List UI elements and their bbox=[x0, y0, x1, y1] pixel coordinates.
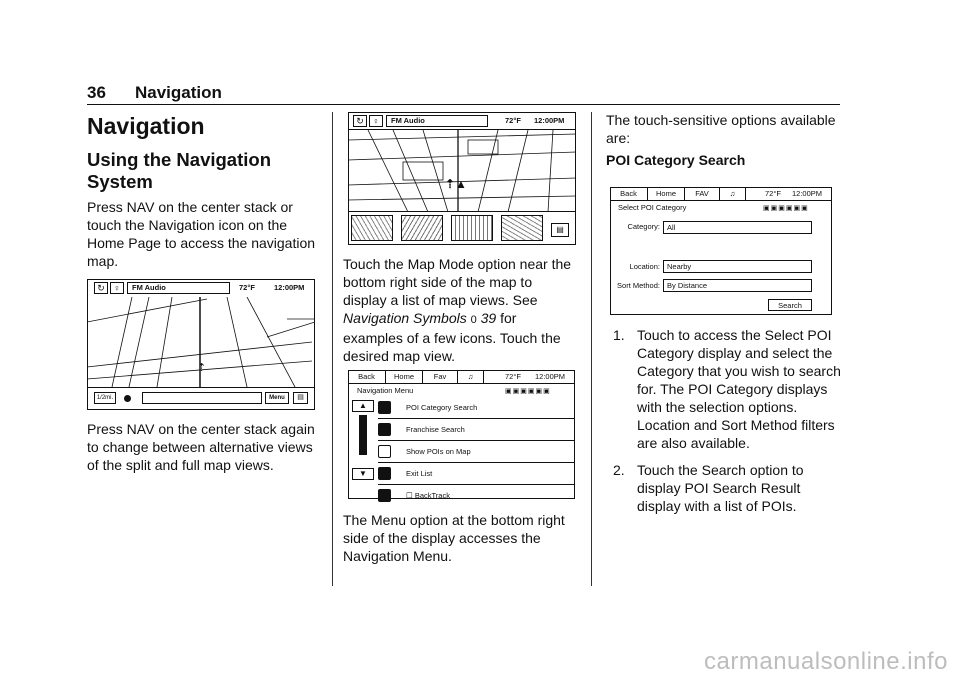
menu-button[interactable]: Menu bbox=[265, 392, 289, 404]
clock: 12:00PM bbox=[792, 189, 823, 198]
category-label: Category: bbox=[627, 222, 660, 231]
menu-item[interactable]: ☐ BackTrack bbox=[378, 485, 575, 507]
sort-method-label: Sort Method: bbox=[617, 281, 660, 290]
status-icons: ▣▣▣▣▣▣ bbox=[505, 388, 551, 395]
audio-source-button[interactable]: FM Audio bbox=[127, 282, 230, 294]
temperature: 72°F bbox=[505, 372, 521, 381]
refresh-icon[interactable]: ↻ bbox=[353, 115, 367, 127]
vehicle-position-icon: ⇡▲ bbox=[445, 177, 467, 191]
search-icon bbox=[378, 401, 391, 414]
scroll-down-button[interactable]: ▼ bbox=[352, 468, 374, 480]
scroll-up-button[interactable]: ▲ bbox=[352, 400, 374, 412]
voice-command-icon[interactable]: ♫ bbox=[720, 187, 746, 200]
map-scale-button[interactable]: 1/2mi. bbox=[94, 392, 116, 404]
temperature: 72°F bbox=[239, 283, 255, 292]
page-ref-icon: 0 bbox=[470, 314, 477, 326]
audio-source-button[interactable]: FM Audio bbox=[386, 115, 488, 127]
backtrack-icon bbox=[378, 489, 391, 502]
status-icons: ▣▣▣▣▣▣ bbox=[763, 205, 809, 212]
exit-icon bbox=[378, 467, 391, 480]
top-bar bbox=[610, 187, 832, 201]
step-item: 2. Touch the Search option to display POI Search Result display with a list of POIs. bbox=[613, 462, 804, 514]
left-column bbox=[87, 112, 323, 270]
search-button[interactable]: Search bbox=[768, 299, 812, 311]
section-title: Navigation bbox=[135, 83, 222, 102]
column-divider bbox=[332, 112, 333, 586]
map-view-thumb-2[interactable] bbox=[401, 215, 443, 241]
steps-list bbox=[606, 326, 842, 515]
category-field[interactable]: All bbox=[663, 221, 812, 234]
split-map-roads bbox=[348, 130, 576, 212]
voice-icon[interactable]: ♀ bbox=[110, 282, 124, 294]
screen-title: Select POI Category bbox=[618, 203, 687, 212]
voice-command-icon[interactable]: ♫ bbox=[458, 370, 484, 383]
back-button[interactable]: Back bbox=[348, 370, 386, 383]
step-item: 1. Touch to access the Select POI Category display and select the Category that you wish to search for. The POI Category displays with the selection options. Location and Sort Method filters are also available. bbox=[613, 327, 841, 451]
menu-item[interactable]: Exit List bbox=[378, 463, 575, 485]
map-view-icon[interactable]: ▤ bbox=[293, 392, 308, 404]
subheading: POI Category Search bbox=[606, 152, 746, 168]
menu-item[interactable]: Franchise Search bbox=[378, 419, 575, 441]
watermark: carmanualsonline.info bbox=[704, 648, 948, 675]
scrollbar[interactable] bbox=[359, 415, 367, 455]
info-field bbox=[142, 392, 262, 404]
paragraph: Press NAV on the center stack again to change between alternative views of the split and full map views. bbox=[87, 421, 315, 473]
location-label: Location: bbox=[629, 262, 660, 271]
screen-title: Navigation Menu bbox=[357, 386, 414, 395]
top-bar bbox=[348, 370, 575, 384]
map-mode-icon[interactable]: ▤ bbox=[551, 223, 569, 237]
split-map-screenshot bbox=[348, 112, 576, 245]
back-button[interactable]: Back bbox=[610, 187, 648, 200]
page-header bbox=[87, 83, 840, 105]
menu-item[interactable]: POI Category Search bbox=[378, 397, 575, 419]
voice-icon[interactable]: ♀ bbox=[369, 115, 383, 127]
map-view-thumb-4[interactable] bbox=[501, 215, 543, 241]
paragraph: The touch-sensitive options available are: bbox=[606, 112, 836, 146]
sort-method-field[interactable]: By Distance bbox=[663, 279, 812, 292]
home-button[interactable]: Home bbox=[386, 370, 423, 383]
fav-button[interactable]: Fav bbox=[423, 370, 458, 383]
poi-category-screenshot bbox=[610, 187, 832, 315]
map-view-thumb-1[interactable] bbox=[351, 215, 393, 241]
paragraph: The Menu option at the bottom right side of the display accesses the Navigation Menu. bbox=[343, 512, 565, 564]
menu-item[interactable]: Show POIs on Map bbox=[378, 441, 575, 463]
clock: 12:00PM bbox=[274, 283, 305, 292]
search-icon bbox=[378, 423, 391, 436]
clock: 12:00PM bbox=[534, 116, 565, 125]
clock: 12:00PM bbox=[535, 372, 566, 381]
page-number: 36 bbox=[87, 83, 106, 102]
poi-icon bbox=[378, 445, 391, 458]
vehicle-arrow-icon: ⇡ bbox=[197, 362, 207, 374]
column-divider bbox=[591, 112, 592, 586]
paragraph: Press NAV on the center stack or touch the Navigation icon on the Home Page to access the navigation map. bbox=[87, 199, 316, 269]
link-navigation-symbols[interactable]: Navigation Symbols bbox=[343, 310, 467, 326]
location-field[interactable]: Nearby bbox=[663, 260, 812, 273]
page-ref[interactable]: 39 bbox=[480, 310, 497, 326]
temperature: 72°F bbox=[765, 189, 781, 198]
fav-button[interactable]: FAV bbox=[685, 187, 720, 200]
paragraph: Touch the Map Mode option near the bottom right side of the map to display a list of map views. See Navigation Symbols 0 39 for examples of a few icons. Touch the desired map view. bbox=[343, 256, 572, 364]
map-mode-dot-icon[interactable] bbox=[124, 395, 131, 402]
temperature: 72°F bbox=[505, 116, 521, 125]
section-heading: Using the Navigation System bbox=[87, 149, 271, 192]
map-view-thumb-3[interactable] bbox=[451, 215, 493, 241]
home-button[interactable]: Home bbox=[648, 187, 685, 200]
navigation-menu-screenshot bbox=[348, 370, 575, 499]
map-screenshot bbox=[87, 279, 315, 410]
refresh-icon[interactable]: ↻ bbox=[94, 282, 108, 294]
chapter-title: Navigation bbox=[87, 113, 205, 139]
